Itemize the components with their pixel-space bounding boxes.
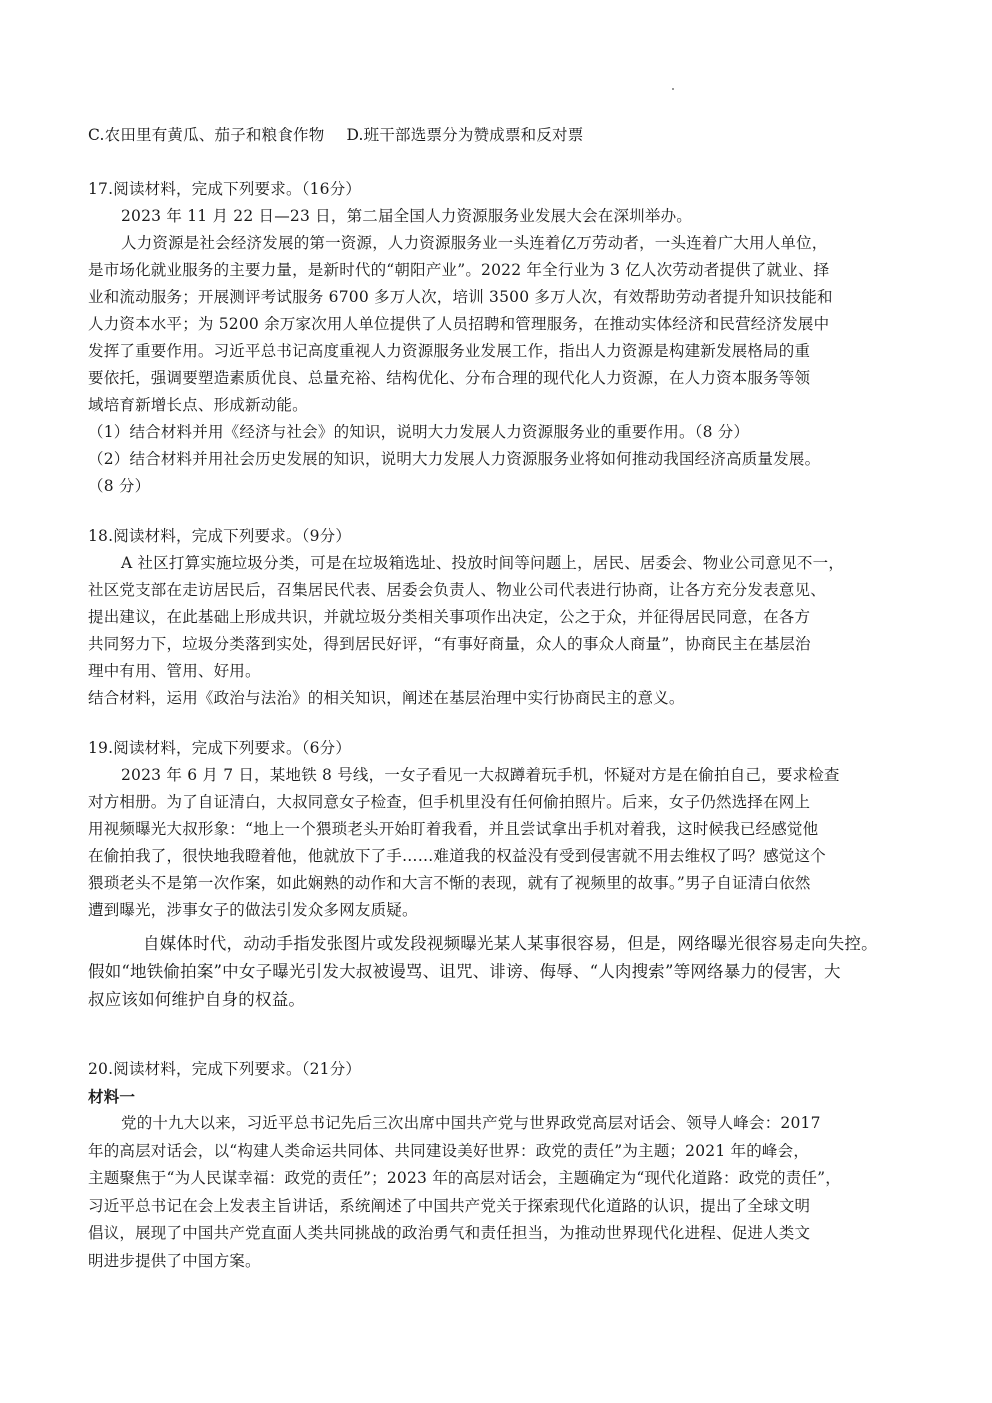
question-19 — [88, 735, 910, 1014]
question-18-line: 理中有用、管用、好用。 — [88, 662, 261, 680]
question-17-sub-2-score: （8 分） — [88, 477, 151, 495]
question-20-line: 明进步提供了中国方案。 — [88, 1251, 261, 1270]
question-20-line: 倡议，展现了中国共产党直面人类共同挑战的政治勇气和责任担当，为推动世界现代化进程、促进人类文 — [88, 1224, 811, 1242]
question-17-line: 域培育新增长点、形成新动能。 — [88, 396, 308, 414]
question-19-line: 2023 年 6 月 7 日，某地铁 8 号线，一女子看见一大叔蹲着玩手机，怀疑对方是在偷拍自己，要求检查 — [121, 766, 840, 784]
question-20-line: 党的十九大以来，习近平总书记先后三次出席中国共产党与世界政党高层对话会、领导人峰会：2017 — [121, 1114, 821, 1132]
question-18 — [88, 523, 910, 712]
question-19-line: 在偷拍我了，很快地我瞪着他，他就放下了手……难道我的权益没有受到侵害就不用去维权了吗？感觉这个 — [88, 847, 826, 865]
question-17-line: 人力资本水平；为 5200 余万家次用人单位提供了人员招聘和管理服务，在推动实体经济和民营经济发展中 — [88, 315, 830, 333]
question-17-line: 人力资源是社会经济发展的第一资源，人力资源服务业一头连着亿万劳动者，一头连着广大用人单位， — [121, 234, 828, 252]
question-19-line: 遭到曝光，涉事女子的做法引发众多网友质疑。 — [88, 901, 418, 919]
question-20-line: 年的高层对话会，以“构建人类命运共同体、共同建设美好世界：政党的责任”为主题；2021 年的峰会， — [88, 1141, 810, 1160]
question-17-line: 是市场化就业服务的主要力量，是新时代的“朝阳产业”。2022 年全行业为 3 亿人次劳动者提供了就业、择 — [88, 261, 830, 279]
question-18-line: 提出建议，在此基础上形成共识，并就垃圾分类相关事项作出决定，公之于众，并征得居民同意，在各方 — [88, 608, 811, 626]
question-19-title: 19.阅读材料，完成下列要求。（6分） — [88, 739, 352, 757]
question-20-title: 20.阅读材料，完成下列要求。（21分） — [88, 1060, 362, 1078]
option-c: C.农田里有黄瓜、茄子和粮食作物 — [88, 126, 325, 144]
options-line — [88, 122, 910, 149]
question-17-line: 要依托，强调要塑造素质优良、总量充裕、结构优化、分布合理的现代化人力资源，在人力资本服务等领 — [88, 369, 811, 387]
question-19-question: 自媒体时代，动动手指发张图片或发段视频曝光某人某事很容易，但是，网络曝光很容易走向失控。 — [143, 934, 878, 953]
question-17-sub-1: （1）结合材料并用《经济与社会》的知识，说明大力发展人力资源服务业的重要作用。（8 分） — [88, 423, 750, 441]
question-18-line: 社区党支部在走访居民后，召集居民代表、居委会负责人、物业公司代表进行协商，让各方充分发表意见、 — [88, 581, 826, 599]
question-18-question: 结合材料，运用《政治与法治》的相关知识，阐述在基层治理中实行协商民主的意义。 — [88, 689, 685, 707]
question-19-line: 用视频曝光大叔形象：“地上一个猥琐老头开始盯着我看，并且尝试拿出手机对着我，这时候我已经感觉他 — [88, 820, 819, 838]
question-20-line: 习近平总书记在会上发表主旨讲话，系统阐述了中国共产党关于探索现代化道路的认识，提出了全球文明 — [88, 1196, 811, 1215]
question-18-line: A 社区打算实施垃圾分类，可是在垃圾箱选址、投放时间等问题上，居民、居委会、物业公司意见不一， — [121, 554, 845, 572]
question-18-title: 18.阅读材料，完成下列要求。（9分） — [88, 527, 352, 545]
question-17-sub-2: （2）结合材料并用社会历史发展的知识，说明大力发展人力资源服务业将如何推动我国经济高质量发展。 — [88, 450, 821, 468]
question-19-question: 假如“地铁偷拍案”中女子曝光引发大叔被谩骂、诅咒、诽谤、侮辱、“人肉搜索”等网络暴力的侵害，大 — [88, 962, 841, 981]
question-20-material-label: 材料一 — [88, 1087, 136, 1106]
scan-mark — [672, 88, 674, 90]
question-20 — [88, 1056, 910, 1275]
question-19-question: 叔应该如何维护自身的权益。 — [88, 990, 306, 1009]
question-17-line: 发挥了重要作用。习近平总书记高度重视人力资源服务业发展工作，指出人力资源是构建新发展格局的重 — [88, 342, 811, 360]
question-17-line: 2023 年 11 月 22 日—23 日，第二届全国人力资源服务业发展大会在深圳举办。 — [121, 207, 692, 225]
question-17-title: 17.阅读材料，完成下列要求。（16分） — [88, 180, 362, 198]
question-19-line: 猥琐老头不是第一次作案，如此娴熟的动作和大言不惭的表现，就有了视频里的故事。”男子自证清白依然 — [88, 874, 811, 892]
question-17-line: 业和流动服务；开展测评考试服务 6700 多万人次，培训 3500 多万人次，有效帮助劳动者提升知识技能和 — [88, 288, 833, 306]
question-17 — [88, 176, 910, 500]
question-20-line: 主题聚焦于“为人民谋幸福：政党的责任”；2023 年的高层对话会，主题确定为“现代化道路：政党的责任”， — [88, 1169, 841, 1187]
question-19-line: 对方相册。为了自证清白，大叔同意女子检查，但手机里没有任何偷拍照片。后来，女子仍然选择在网上 — [88, 793, 811, 811]
question-18-line: 共同努力下，垃圾分类落到实处，得到居民好评，“有事好商量，众人的事众人商量”，协商民主在基层治 — [88, 635, 811, 653]
option-d: D.班干部选票分为赞成票和反对票 — [346, 126, 584, 144]
